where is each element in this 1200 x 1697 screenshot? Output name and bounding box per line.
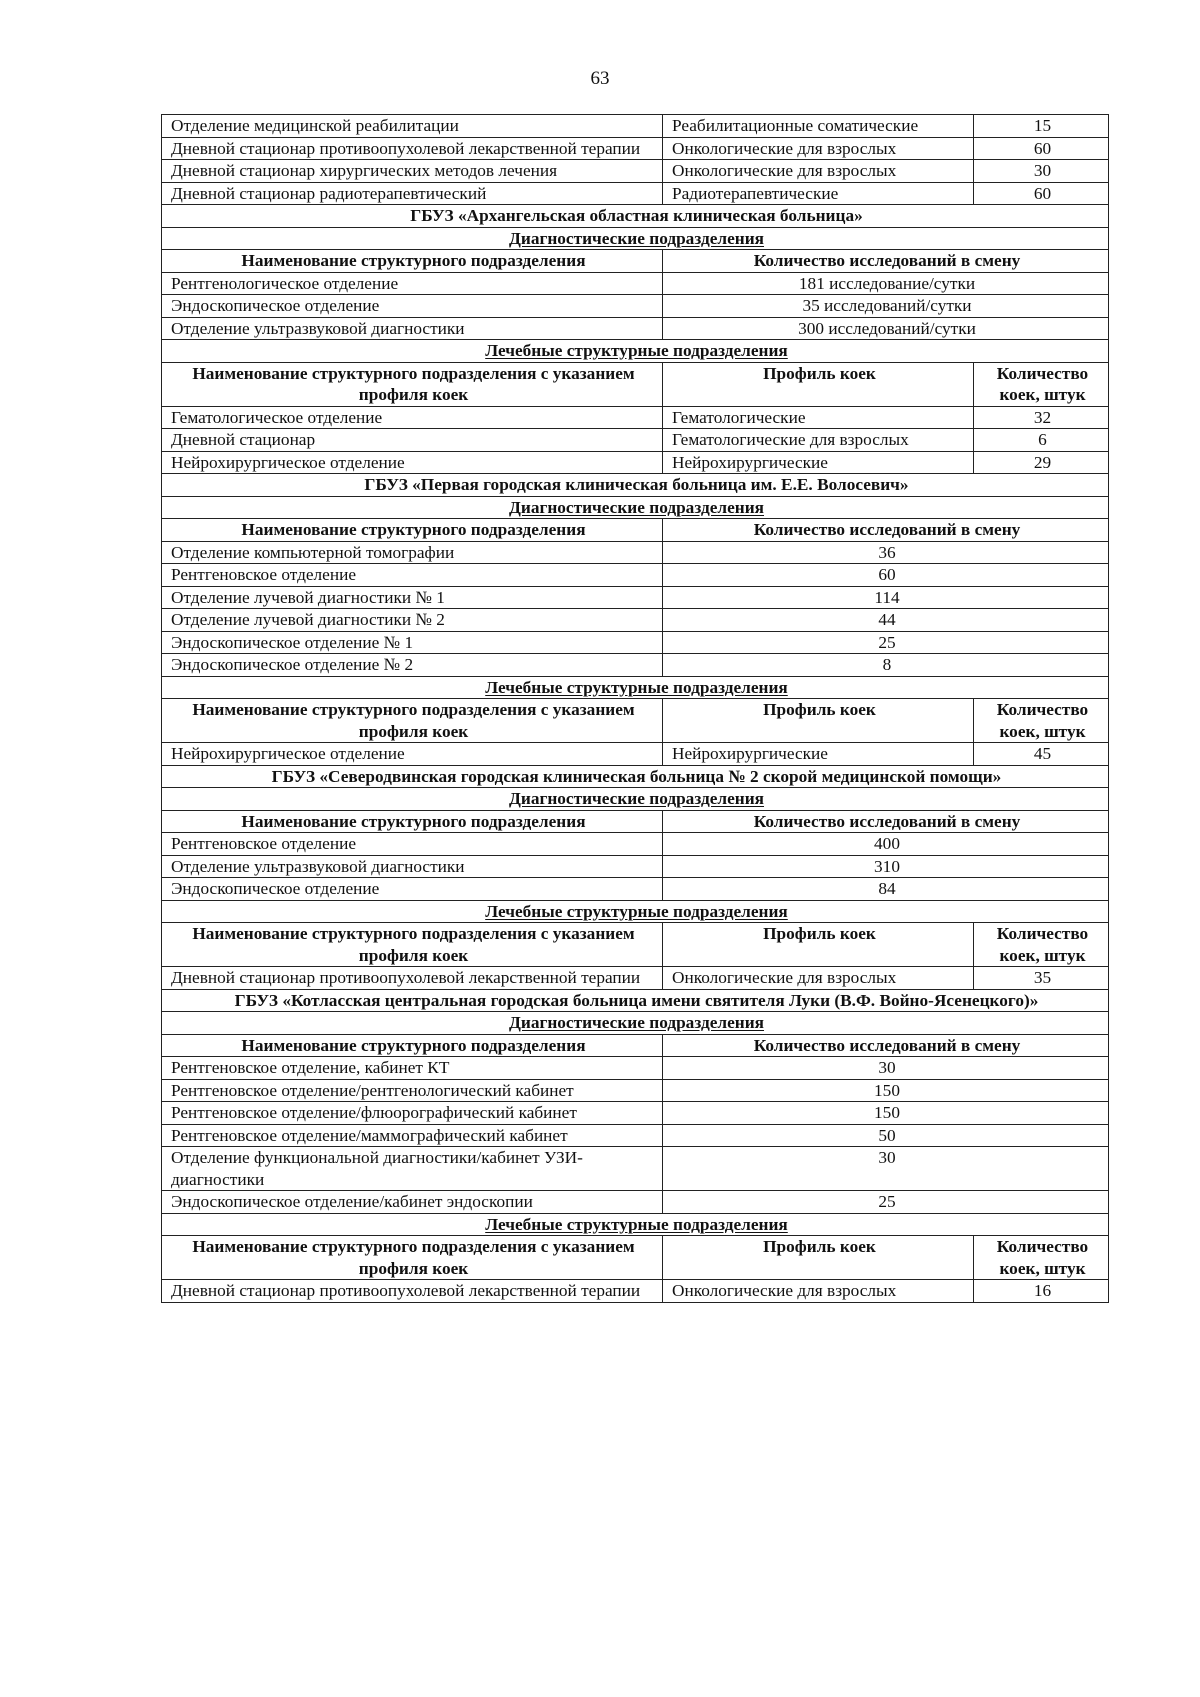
hospital-title-row bbox=[162, 765, 1109, 788]
unit-name: Эндоскопическое отделение № 2 bbox=[162, 654, 663, 677]
unit-name: Отделение медицинской реабилитации bbox=[162, 115, 663, 138]
unit-name: Дневной стационар противоопухолевой лекарственной терапии bbox=[162, 967, 663, 990]
bed-row bbox=[162, 451, 1109, 474]
bed-profile: Нейрохирургические bbox=[663, 743, 974, 766]
bed-row bbox=[162, 137, 1109, 160]
diagnostic-row bbox=[162, 1147, 1109, 1191]
unit-name: Нейрохирургическое отделение bbox=[162, 743, 663, 766]
section-title: Лечебные структурные подразделения bbox=[162, 340, 1109, 363]
bed-row bbox=[162, 115, 1109, 138]
section-title-row bbox=[162, 900, 1109, 923]
column-header-beds: Количество коек, штук bbox=[974, 923, 1109, 967]
bed-row bbox=[162, 182, 1109, 205]
column-header-name: Наименование структурного подразделения с указанием профиля коек bbox=[162, 362, 663, 406]
diagnostic-row bbox=[162, 586, 1109, 609]
bed-count: 6 bbox=[974, 429, 1109, 452]
section-title-row bbox=[162, 676, 1109, 699]
column-header-profile: Профиль коек bbox=[663, 362, 974, 406]
exams-per-shift: 30 bbox=[663, 1057, 1109, 1080]
unit-name: Рентгеновское отделение bbox=[162, 833, 663, 856]
bed-profile: Нейрохирургические bbox=[663, 451, 974, 474]
column-header-exams: Количество исследований в смену bbox=[663, 810, 1109, 833]
diagnostic-row bbox=[162, 272, 1109, 295]
exams-per-shift: 60 bbox=[663, 564, 1109, 587]
diagnostic-row bbox=[162, 1102, 1109, 1125]
column-header-name: Наименование структурного подразделения bbox=[162, 810, 663, 833]
bed-row bbox=[162, 429, 1109, 452]
column-header-name: Наименование структурного подразделения с указанием профиля коек bbox=[162, 923, 663, 967]
exams-per-shift: 400 bbox=[663, 833, 1109, 856]
unit-name: Отделение компьютерной томографии bbox=[162, 541, 663, 564]
hospital-title-row bbox=[162, 474, 1109, 497]
unit-name: Гематологическое отделение bbox=[162, 406, 663, 429]
diagnostic-row bbox=[162, 833, 1109, 856]
bed-profile: Онкологические для взрослых bbox=[663, 967, 974, 990]
hospital-departments-table bbox=[161, 114, 1109, 1303]
column-header-name: Наименование структурного подразделения bbox=[162, 250, 663, 273]
diagnostic-header-row bbox=[162, 250, 1109, 273]
unit-name: Дневной стационар bbox=[162, 429, 663, 452]
bed-header-row bbox=[162, 1236, 1109, 1280]
bed-count: 60 bbox=[974, 182, 1109, 205]
section-title: Диагностические подразделения bbox=[162, 1012, 1109, 1035]
unit-name: Рентгеновское отделение/рентгенологический кабинет bbox=[162, 1079, 663, 1102]
bed-header-row bbox=[162, 699, 1109, 743]
exams-per-shift: 310 bbox=[663, 855, 1109, 878]
diagnostic-row bbox=[162, 541, 1109, 564]
unit-name: Отделение лучевой диагностики № 2 bbox=[162, 609, 663, 632]
diagnostic-row bbox=[162, 878, 1109, 901]
exams-per-shift: 25 bbox=[663, 1191, 1109, 1214]
exams-per-shift: 35 исследований/сутки bbox=[663, 295, 1109, 318]
bed-count: 60 bbox=[974, 137, 1109, 160]
exams-per-shift: 30 bbox=[663, 1147, 1109, 1191]
diagnostic-row bbox=[162, 1124, 1109, 1147]
column-header-exams: Количество исследований в смену bbox=[663, 1034, 1109, 1057]
unit-name: Дневной стационар хирургических методов лечения bbox=[162, 160, 663, 183]
exams-per-shift: 150 bbox=[663, 1102, 1109, 1125]
hospital-title: ГБУЗ «Первая городская клиническая больница им. Е.Е. Волосевич» bbox=[162, 474, 1109, 497]
section-title-row bbox=[162, 788, 1109, 811]
column-header-profile: Профиль коек bbox=[663, 699, 974, 743]
unit-name: Отделение ультразвуковой диагностики bbox=[162, 855, 663, 878]
column-header-exams: Количество исследований в смену bbox=[663, 250, 1109, 273]
unit-name: Рентгенологическое отделение bbox=[162, 272, 663, 295]
bed-row bbox=[162, 967, 1109, 990]
hospital-title: ГБУЗ «Котласская центральная городская больница имени святителя Луки (В.Ф. Войно-Ясенецкого)» bbox=[162, 989, 1109, 1012]
bed-count: 29 bbox=[974, 451, 1109, 474]
unit-name: Эндоскопическое отделение № 1 bbox=[162, 631, 663, 654]
diagnostic-row bbox=[162, 564, 1109, 587]
unit-name: Дневной стационар противоопухолевой лекарственной терапии bbox=[162, 137, 663, 160]
section-title: Лечебные структурные подразделения bbox=[162, 900, 1109, 923]
column-header-name: Наименование структурного подразделения bbox=[162, 519, 663, 542]
section-title: Диагностические подразделения bbox=[162, 788, 1109, 811]
exams-per-shift: 181 исследование/сутки bbox=[663, 272, 1109, 295]
bed-row bbox=[162, 406, 1109, 429]
diagnostic-row bbox=[162, 295, 1109, 318]
unit-name: Дневной стационар радиотерапевтический bbox=[162, 182, 663, 205]
diagnostic-row bbox=[162, 1191, 1109, 1214]
column-header-beds: Количество коек, штук bbox=[974, 699, 1109, 743]
exams-per-shift: 36 bbox=[663, 541, 1109, 564]
diagnostic-row bbox=[162, 855, 1109, 878]
unit-name: Нейрохирургическое отделение bbox=[162, 451, 663, 474]
section-title-row bbox=[162, 1213, 1109, 1236]
bed-row bbox=[162, 1280, 1109, 1303]
diagnostic-row bbox=[162, 609, 1109, 632]
bed-count: 30 bbox=[974, 160, 1109, 183]
bed-profile: Радиотерапевтические bbox=[663, 182, 974, 205]
column-header-beds: Количество коек, штук bbox=[974, 1236, 1109, 1280]
section-title-row bbox=[162, 227, 1109, 250]
unit-name: Эндоскопическое отделение bbox=[162, 878, 663, 901]
diagnostic-row bbox=[162, 654, 1109, 677]
diagnostic-row bbox=[162, 317, 1109, 340]
unit-name: Отделение функциональной диагностики/кабинет УЗИ-диагностики bbox=[162, 1147, 663, 1191]
section-title-row bbox=[162, 340, 1109, 363]
exams-per-shift: 50 bbox=[663, 1124, 1109, 1147]
hospital-title: ГБУЗ «Архангельская областная клиническая больница» bbox=[162, 205, 1109, 228]
unit-name: Дневной стационар противоопухолевой лекарственной терапии bbox=[162, 1280, 663, 1303]
bed-count: 35 bbox=[974, 967, 1109, 990]
exams-per-shift: 114 bbox=[663, 586, 1109, 609]
exams-per-shift: 44 bbox=[663, 609, 1109, 632]
bed-profile: Гематологические для взрослых bbox=[663, 429, 974, 452]
page-number: 63 bbox=[590, 68, 610, 89]
section-title: Диагностические подразделения bbox=[162, 496, 1109, 519]
unit-name: Рентгеновское отделение/маммографический кабинет bbox=[162, 1124, 663, 1147]
diagnostic-header-row bbox=[162, 1034, 1109, 1057]
unit-name: Эндоскопическое отделение/кабинет эндоскопии bbox=[162, 1191, 663, 1214]
hospital-title-row bbox=[162, 205, 1109, 228]
bed-count: 45 bbox=[974, 743, 1109, 766]
bed-count: 15 bbox=[974, 115, 1109, 138]
bed-profile: Онкологические для взрослых bbox=[663, 1280, 974, 1303]
bed-profile: Реабилитационные соматические bbox=[663, 115, 974, 138]
column-header-name: Наименование структурного подразделения с указанием профиля коек bbox=[162, 699, 663, 743]
exams-per-shift: 8 bbox=[663, 654, 1109, 677]
bed-profile: Онкологические для взрослых bbox=[663, 137, 974, 160]
unit-name: Отделение лучевой диагностики № 1 bbox=[162, 586, 663, 609]
table-body bbox=[162, 115, 1109, 1303]
exams-per-shift: 150 bbox=[663, 1079, 1109, 1102]
unit-name: Эндоскопическое отделение bbox=[162, 295, 663, 318]
column-header-profile: Профиль коек bbox=[663, 923, 974, 967]
hospital-title: ГБУЗ «Северодвинская городская клиническая больница № 2 скорой медицинской помощи» bbox=[162, 765, 1109, 788]
bed-row bbox=[162, 160, 1109, 183]
bed-count: 16 bbox=[974, 1280, 1109, 1303]
bed-header-row bbox=[162, 362, 1109, 406]
bed-profile: Гематологические bbox=[663, 406, 974, 429]
column-header-name: Наименование структурного подразделения bbox=[162, 1034, 663, 1057]
section-title: Лечебные структурные подразделения bbox=[162, 1213, 1109, 1236]
section-title-row bbox=[162, 1012, 1109, 1035]
column-header-profile: Профиль коек bbox=[663, 1236, 974, 1280]
section-title-row bbox=[162, 496, 1109, 519]
diagnostic-row bbox=[162, 1079, 1109, 1102]
unit-name: Рентгеновское отделение bbox=[162, 564, 663, 587]
hospital-title-row bbox=[162, 989, 1109, 1012]
exams-per-shift: 84 bbox=[663, 878, 1109, 901]
diagnostic-row bbox=[162, 631, 1109, 654]
diagnostic-header-row bbox=[162, 519, 1109, 542]
diagnostic-row bbox=[162, 1057, 1109, 1080]
column-header-beds: Количество коек, штук bbox=[974, 362, 1109, 406]
bed-profile: Онкологические для взрослых bbox=[663, 160, 974, 183]
bed-count: 32 bbox=[974, 406, 1109, 429]
column-header-exams: Количество исследований в смену bbox=[663, 519, 1109, 542]
exams-per-shift: 25 bbox=[663, 631, 1109, 654]
bed-row bbox=[162, 743, 1109, 766]
exams-per-shift: 300 исследований/сутки bbox=[663, 317, 1109, 340]
section-title: Лечебные структурные подразделения bbox=[162, 676, 1109, 699]
unit-name: Рентгеновское отделение, кабинет КТ bbox=[162, 1057, 663, 1080]
unit-name: Рентгеновское отделение/флюорографический кабинет bbox=[162, 1102, 663, 1125]
section-title: Диагностические подразделения bbox=[162, 227, 1109, 250]
unit-name: Отделение ультразвуковой диагностики bbox=[162, 317, 663, 340]
bed-header-row bbox=[162, 923, 1109, 967]
column-header-name: Наименование структурного подразделения с указанием профиля коек bbox=[162, 1236, 663, 1280]
diagnostic-header-row bbox=[162, 810, 1109, 833]
